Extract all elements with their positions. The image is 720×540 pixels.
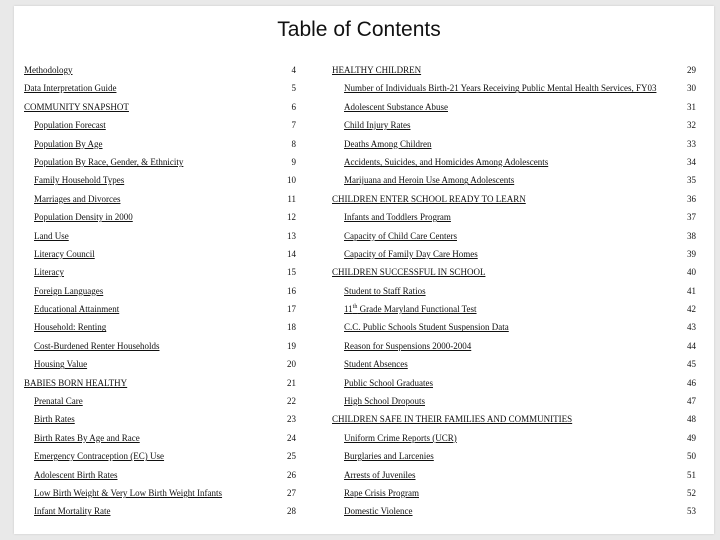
toc-link[interactable]: High School Dropouts	[344, 396, 425, 407]
toc-row	[24, 429, 696, 447]
toc-link[interactable]: Rape Crisis Program	[344, 487, 419, 498]
page-number: 28	[287, 506, 296, 517]
toc-row	[24, 392, 696, 410]
page-number: 5	[291, 83, 296, 94]
page-number: 29	[687, 65, 696, 75]
toc-link[interactable]: Population By Race, Gender, & Ethnicity	[34, 156, 184, 167]
toc-link[interactable]: Cost-Burdened Renter Households	[34, 340, 160, 351]
page-number: 52	[687, 487, 696, 498]
toc-link[interactable]: Birth Rates	[34, 414, 75, 425]
page-number: 53	[687, 506, 696, 517]
toc-link[interactable]: Domestic Violence	[344, 506, 413, 517]
toc-link[interactable]: Arrests of Juveniles	[344, 469, 416, 480]
page-number: 46	[687, 377, 696, 388]
toc-row	[24, 355, 696, 373]
page-number: 37	[687, 212, 696, 223]
toc-row	[24, 410, 696, 428]
toc-link[interactable]: Population Density in 2000	[34, 212, 133, 223]
page-number: 15	[287, 267, 296, 278]
page-number: 13	[287, 230, 296, 241]
toc-link[interactable]: Birth Rates By Age and Race	[34, 432, 140, 443]
toc-row	[24, 374, 696, 392]
toc-link[interactable]: CHILDREN SAFE IN THEIR FAMILIES AND COMMUNITIES	[332, 414, 573, 425]
page-number: 38	[687, 230, 696, 241]
toc-link[interactable]: Capacity of Family Day Care Homes	[344, 248, 478, 259]
toc-row	[24, 245, 696, 263]
page-number: 39	[687, 248, 696, 259]
toc-row	[24, 227, 696, 245]
toc-link[interactable]: Accidents, Suicides, and Homicides Among Adolescents	[344, 156, 549, 167]
toc-row	[24, 502, 696, 520]
toc-row	[24, 466, 696, 484]
toc-row	[24, 282, 696, 300]
toc-link[interactable]: Student to Staff Ratios	[344, 285, 426, 296]
toc-link[interactable]: CHILDREN ENTER SCHOOL READY TO LEARN	[332, 193, 526, 204]
page-number: 20	[287, 359, 296, 370]
toc-link[interactable]: Reason for Suspensions 2000-2004	[344, 340, 472, 351]
toc-link[interactable]: Deaths Among Children	[344, 138, 432, 149]
page-number: 6	[291, 101, 296, 112]
toc-link[interactable]: C.C. Public Schools Student Suspension Data	[344, 322, 509, 333]
toc-link[interactable]: Housing Value	[34, 359, 88, 370]
toc-row	[24, 208, 696, 226]
toc-link[interactable]: Adolescent Birth Rates	[34, 469, 118, 480]
toc-link[interactable]: Household: Renting	[34, 322, 107, 333]
page-number: 14	[287, 248, 296, 259]
toc-link[interactable]: Number of Individuals Birth-21 Years Receiving Public Mental Health Services, FY03	[344, 83, 657, 94]
page-number: 34	[687, 156, 696, 167]
toc-row	[24, 447, 696, 465]
page-number: 8	[291, 138, 296, 149]
toc-row	[24, 98, 696, 116]
toc-link[interactable]: Population By Age	[34, 138, 103, 149]
toc-link[interactable]: Literacy Council	[34, 248, 95, 259]
page-number: 27	[287, 487, 296, 498]
toc-row	[24, 171, 696, 189]
page-number: 7	[291, 120, 296, 131]
page-number: 51	[687, 469, 696, 480]
page-number: 23	[287, 414, 296, 425]
toc-link[interactable]: Marijuana and Heroin Use Among Adolescents	[344, 175, 515, 186]
page-number: 12	[287, 212, 296, 223]
toc-link[interactable]: Infant Mortality Rate	[34, 506, 111, 517]
page-number: 33	[687, 138, 696, 149]
toc-link[interactable]: Literacy	[34, 267, 64, 278]
page-number: 9	[291, 156, 296, 167]
page-number: 35	[687, 175, 696, 186]
toc-row	[24, 61, 696, 79]
toc-row	[24, 116, 696, 134]
toc-link[interactable]: Methodology	[24, 65, 73, 75]
page-number: 32	[687, 120, 696, 131]
toc-link[interactable]: Prenatal Care	[34, 396, 83, 407]
page-number: 25	[287, 451, 296, 462]
page-number: 48	[687, 414, 696, 425]
toc-link[interactable]: Capacity of Child Care Centers	[344, 230, 457, 241]
page-number: 24	[287, 432, 296, 443]
page-number: 22	[287, 396, 296, 407]
page-number: 45	[687, 359, 696, 370]
page-number: 11	[287, 193, 296, 204]
toc-link[interactable]: BABIES BORN HEALTHY	[24, 377, 128, 388]
page-number: 41	[687, 285, 696, 296]
toc-row	[24, 337, 696, 355]
toc-link[interactable]: 11th Grade Maryland Functional Test	[344, 304, 477, 315]
toc-link[interactable]: CHILDREN SUCCESSFUL IN SCHOOL	[332, 267, 486, 278]
toc-link[interactable]: Family Household Types	[34, 175, 125, 186]
page-number: 4	[291, 65, 296, 75]
toc-row	[24, 484, 696, 502]
page-number: 47	[687, 396, 696, 407]
toc-row	[24, 190, 696, 208]
page-number: 43	[687, 322, 696, 333]
toc-link[interactable]: Educational Attainment	[34, 304, 120, 315]
page-number: 44	[687, 340, 696, 351]
page-number: 21	[287, 377, 296, 388]
page-number: 31	[687, 101, 696, 112]
toc-row	[24, 300, 696, 318]
slide	[14, 6, 714, 534]
page-title: Table of Contents	[277, 18, 441, 41]
toc-link[interactable]: Public School Graduates	[344, 377, 433, 388]
page-number: 17	[287, 304, 296, 315]
toc-link[interactable]: Child Injury Rates	[344, 120, 411, 131]
toc-row	[24, 135, 696, 153]
toc-link[interactable]: Population Forecast	[34, 120, 106, 131]
toc-link[interactable]: Burglaries and Larcenies	[344, 451, 434, 462]
page-number: 10	[287, 175, 296, 186]
toc-link[interactable]: Land Use	[34, 230, 69, 241]
toc-link[interactable]: Marriages and Divorces	[34, 193, 121, 204]
page-number: 26	[287, 469, 296, 480]
toc-link[interactable]: Emergency Contraception (EC) Use	[34, 451, 165, 462]
toc-row	[24, 79, 696, 97]
page-number: 36	[687, 193, 696, 204]
toc-row	[24, 153, 696, 171]
toc-link[interactable]: Student Absences	[344, 359, 408, 370]
toc-link[interactable]: Infants and Toddlers Program	[344, 212, 451, 223]
page-number: 16	[287, 285, 296, 296]
toc-row	[24, 263, 696, 281]
toc-link[interactable]: Foreign Languages	[34, 285, 104, 296]
toc-list	[24, 61, 696, 521]
toc-link[interactable]: Low Birth Weight & Very Low Birth Weight Infants	[34, 487, 223, 498]
toc-link[interactable]: COMMUNITY SNAPSHOT	[24, 101, 129, 112]
page-number: 18	[287, 322, 296, 333]
page-number: 19	[287, 340, 296, 351]
toc-link[interactable]: Uniform Crime Reports (UCR)	[344, 432, 457, 443]
toc-link[interactable]: Adolescent Substance Abuse	[344, 101, 448, 112]
page-number: 49	[687, 432, 696, 443]
toc-row	[24, 318, 696, 336]
page-number: 40	[687, 267, 696, 278]
page-number: 50	[687, 451, 696, 462]
page-number: 42	[687, 304, 696, 315]
page-number: 30	[687, 83, 696, 94]
toc-link[interactable]: Data Interpretation Guide	[24, 83, 117, 94]
toc-link[interactable]: HEALTHY CHILDREN	[332, 65, 422, 75]
